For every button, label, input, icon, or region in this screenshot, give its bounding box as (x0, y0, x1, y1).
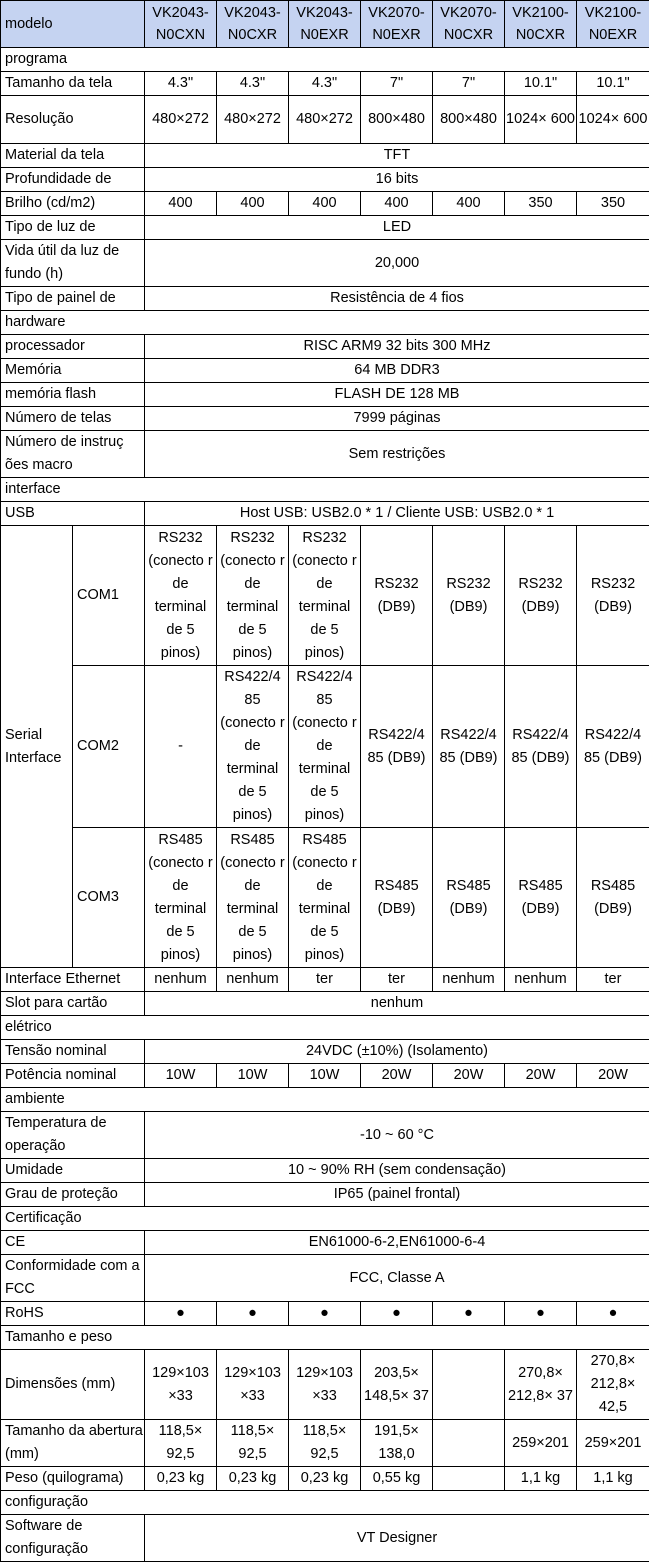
cell: VT Designer (145, 1515, 649, 1562)
section-row (1, 478, 649, 502)
table-row (1, 1159, 649, 1183)
table-row (1, 96, 649, 144)
cell: FLASH DE 128 MB (145, 383, 649, 407)
section-title: configuração (1, 1491, 649, 1515)
cell: 400 (217, 192, 289, 216)
cell: 1024× 600 (577, 96, 649, 144)
cell: 24VDC (±10%) (Isolamento) (145, 1040, 649, 1064)
cell: RS422/4 85 (DB9) (505, 666, 577, 828)
cell: 400 (145, 192, 217, 216)
cell: 10.1" (577, 72, 649, 96)
bullet-icon: ● (505, 1302, 577, 1326)
cell: Sem restrições (145, 431, 649, 478)
cell: TFT (145, 144, 649, 168)
table-row (1, 828, 649, 968)
cell: 10W (145, 1064, 217, 1088)
row-label: Memória (1, 359, 145, 383)
row-label: Tipo de painel de (1, 287, 145, 311)
cell: 259×201 (577, 1420, 649, 1467)
row-label: Tamanho da abertura (mm) (1, 1420, 145, 1467)
cell: 480×272 (217, 96, 289, 144)
row-label: Brilho (cd/m2) (1, 192, 145, 216)
cell: RS232 (DB9) (577, 526, 649, 666)
cell: 7" (361, 72, 433, 96)
cell: nenhum (505, 968, 577, 992)
row-label: Slot para cartão (1, 992, 145, 1016)
cell: 1,1 kg (577, 1467, 649, 1491)
section-title: interface (1, 478, 649, 502)
bullet-icon: ● (577, 1302, 649, 1326)
section-title: hardware (1, 311, 649, 335)
cell: 4.3" (145, 72, 217, 96)
cell: 7999 páginas (145, 407, 649, 431)
bullet-icon: ● (217, 1302, 289, 1326)
row-label: Tamanho da tela (1, 72, 145, 96)
table-row (1, 502, 649, 526)
table-row (1, 1255, 649, 1302)
section-title: Tamanho e peso (1, 1326, 649, 1350)
row-label: Conformidade com a FCC (1, 1255, 145, 1302)
cell: ter (361, 968, 433, 992)
table-row (1, 1231, 649, 1255)
table-row (1, 1040, 649, 1064)
cell: ter (289, 968, 361, 992)
model-name: VK2043-N0CXN (145, 1, 217, 48)
cell: 191,5× 138,0 (361, 1420, 433, 1467)
cell: RS422/4 85 (conecto r de terminal de 5 pinos) (217, 666, 289, 828)
cell: nenhum (145, 968, 217, 992)
row-label: Interface Ethernet (1, 968, 145, 992)
cell: RS485 (conecto r de terminal de 5 pinos) (289, 828, 361, 968)
cell: 0,23 kg (217, 1467, 289, 1491)
cell: RS485 (DB9) (433, 828, 505, 968)
table-row (1, 1183, 649, 1207)
table-row (1, 72, 649, 96)
table-row (1, 1112, 649, 1159)
section-title: elétrico (1, 1016, 649, 1040)
table-row (1, 407, 649, 431)
header-row (1, 1, 649, 48)
cell: LED (145, 216, 649, 240)
table-row (1, 216, 649, 240)
section-title: programa (1, 48, 649, 72)
table-row (1, 192, 649, 216)
cell: 4.3" (289, 72, 361, 96)
table-row (1, 1064, 649, 1088)
section-row (1, 1088, 649, 1112)
model-name: VK2043-N0CXR (217, 1, 289, 48)
cell: 20W (505, 1064, 577, 1088)
row-label: Peso (quilograma) (1, 1467, 145, 1491)
cell: RS422/4 85 (DB9) (433, 666, 505, 828)
cell: 118,5× 92,5 (289, 1420, 361, 1467)
header-label: modelo (1, 1, 145, 48)
cell (433, 1350, 505, 1420)
cell: 270,8× 212,8× 37 (505, 1350, 577, 1420)
row-label: Umidade (1, 1159, 145, 1183)
cell: 118,5× 92,5 (217, 1420, 289, 1467)
cell (433, 1420, 505, 1467)
cell: 1,1 kg (505, 1467, 577, 1491)
cell: IP65 (painel frontal) (145, 1183, 649, 1207)
cell: 10W (289, 1064, 361, 1088)
cell: 350 (577, 192, 649, 216)
section-row (1, 1326, 649, 1350)
table-row (1, 1302, 649, 1326)
row-label: processador (1, 335, 145, 359)
row-label: Tensão nominal (1, 1040, 145, 1064)
row-label: Dimensões (mm) (1, 1350, 145, 1420)
model-name: VK2100-N0CXR (505, 1, 577, 48)
row-label: USB (1, 502, 145, 526)
section-row (1, 311, 649, 335)
table-row (1, 1515, 649, 1562)
cell: 270,8× 212,8× 42,5 (577, 1350, 649, 1420)
row-label: Número de instruç ões macro (1, 431, 145, 478)
cell: 10W (217, 1064, 289, 1088)
cell: 480×272 (289, 96, 361, 144)
cell: RS485 (conecto r de terminal de 5 pinos) (145, 828, 217, 968)
cell: nenhum (145, 992, 649, 1016)
cell: 203,5× 148,5× 37 (361, 1350, 433, 1420)
row-label: Resolução (1, 96, 145, 144)
model-name: VK2043-N0EXR (289, 1, 361, 48)
bullet-icon: ● (361, 1302, 433, 1326)
table-row (1, 1467, 649, 1491)
row-label: Número de telas (1, 407, 145, 431)
table-row (1, 992, 649, 1016)
row-label: Profundidade de (1, 168, 145, 192)
cell: 129×103 ×33 (289, 1350, 361, 1420)
row-label: CE (1, 1231, 145, 1255)
cell: 129×103 ×33 (145, 1350, 217, 1420)
serial-label: Serial Interface (1, 526, 73, 968)
table-row (1, 240, 649, 287)
cell: 1024× 600 (505, 96, 577, 144)
bullet-icon: ● (289, 1302, 361, 1326)
cell: 259×201 (505, 1420, 577, 1467)
table-row (1, 335, 649, 359)
cell: 20,000 (145, 240, 649, 287)
cell: -10 ~ 60 °C (145, 1112, 649, 1159)
row-label: Grau de proteção (1, 1183, 145, 1207)
cell: 10 ~ 90% RH (sem condensação) (145, 1159, 649, 1183)
table-row (1, 168, 649, 192)
row-label: Vida útil da luz de fundo (h) (1, 240, 145, 287)
row-label: Software de configuração (1, 1515, 145, 1562)
cell: 16 bits (145, 168, 649, 192)
cell: 20W (577, 1064, 649, 1088)
cell: 64 MB DDR3 (145, 359, 649, 383)
cell: 0,55 kg (361, 1467, 433, 1491)
bullet-icon: ● (433, 1302, 505, 1326)
cell: 800×480 (361, 96, 433, 144)
cell: RS422/4 85 (conecto r de terminal de 5 pinos) (289, 666, 361, 828)
row-label: COM2 (73, 666, 145, 828)
row-label: RoHS (1, 1302, 145, 1326)
cell: nenhum (217, 968, 289, 992)
table-row (1, 431, 649, 478)
cell: Host USB: USB2.0 * 1 / Cliente USB: USB2.0 * 1 (145, 502, 649, 526)
cell: RS232 (DB9) (361, 526, 433, 666)
table-row (1, 968, 649, 992)
table-row (1, 1350, 649, 1420)
row-label: Potência nominal (1, 1064, 145, 1088)
cell: 350 (505, 192, 577, 216)
cell: 800×480 (433, 96, 505, 144)
cell: FCC, Classe A (145, 1255, 649, 1302)
cell: Resistência de 4 fios (145, 287, 649, 311)
cell: 400 (433, 192, 505, 216)
table-row (1, 144, 649, 168)
cell (433, 1467, 505, 1491)
row-label: Tipo de luz de (1, 216, 145, 240)
model-name: VK2070-N0CXR (433, 1, 505, 48)
row-label: COM1 (73, 526, 145, 666)
row-label: Material da tela (1, 144, 145, 168)
section-title: ambiente (1, 1088, 649, 1112)
cell: 118,5× 92,5 (145, 1420, 217, 1467)
section-row (1, 1016, 649, 1040)
cell: RS485 (DB9) (505, 828, 577, 968)
cell: RS485 (conecto r de terminal de 5 pinos) (217, 828, 289, 968)
bullet-icon: ● (145, 1302, 217, 1326)
cell: 0,23 kg (289, 1467, 361, 1491)
cell: RS232 (DB9) (505, 526, 577, 666)
model-name: VK2070-N0EXR (361, 1, 433, 48)
cell: 480×272 (145, 96, 217, 144)
model-name: VK2100-N0EXR (577, 1, 649, 48)
cell: RS232 (conecto r de terminal de 5 pinos) (217, 526, 289, 666)
row-label: Temperatura de operação (1, 1112, 145, 1159)
table-row (1, 526, 649, 666)
cell: 10.1" (505, 72, 577, 96)
cell: RS422/4 85 (DB9) (577, 666, 649, 828)
row-label: COM3 (73, 828, 145, 968)
table-row (1, 666, 649, 828)
cell: 20W (433, 1064, 505, 1088)
cell: RS485 (DB9) (577, 828, 649, 968)
cell: RS232 (DB9) (433, 526, 505, 666)
cell: nenhum (433, 968, 505, 992)
cell: 0,23 kg (145, 1467, 217, 1491)
section-title: Certificação (1, 1207, 649, 1231)
table-row (1, 383, 649, 407)
section-row (1, 1491, 649, 1515)
cell: RS485 (DB9) (361, 828, 433, 968)
cell: RS232 (conecto r de terminal de 5 pinos) (289, 526, 361, 666)
row-label: memória flash (1, 383, 145, 407)
cell: RS422/4 85 (DB9) (361, 666, 433, 828)
cell: 400 (289, 192, 361, 216)
cell: 20W (361, 1064, 433, 1088)
table-row (1, 287, 649, 311)
cell: 129×103 ×33 (217, 1350, 289, 1420)
cell: 4.3" (217, 72, 289, 96)
table-row (1, 1420, 649, 1467)
section-row (1, 1207, 649, 1231)
cell: RISC ARM9 32 bits 300 MHz (145, 335, 649, 359)
cell: RS232 (conecto r de terminal de 5 pinos) (145, 526, 217, 666)
section-row (1, 48, 649, 72)
cell: EN61000-6-2,EN61000-6-4 (145, 1231, 649, 1255)
cell: ter (577, 968, 649, 992)
cell: 7" (433, 72, 505, 96)
table-row (1, 359, 649, 383)
cell: - (145, 666, 217, 828)
cell: 400 (361, 192, 433, 216)
